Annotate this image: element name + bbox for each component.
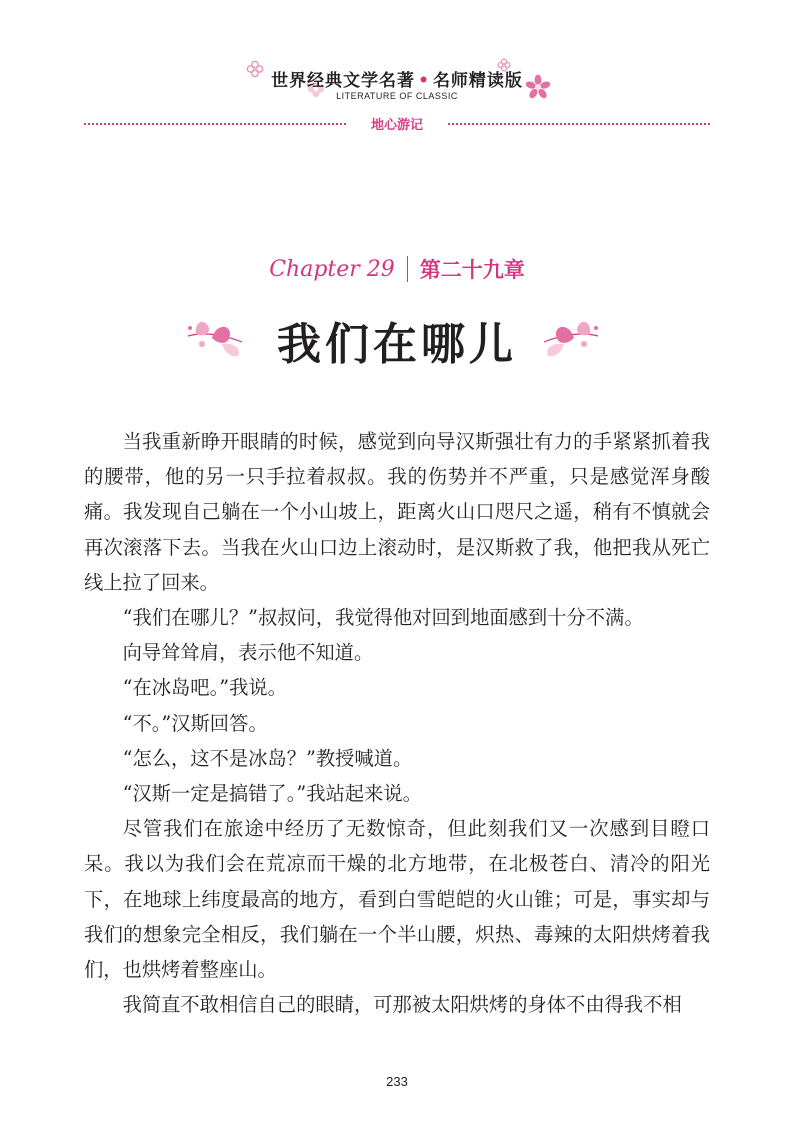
series-title-edition: 名师精读版 bbox=[432, 71, 523, 91]
series-subtitle: LITERATURE OF CLASSIC bbox=[336, 91, 458, 101]
book-title-tag bbox=[0, 114, 794, 133]
chapter-label-en: Chapter 29 bbox=[269, 256, 395, 282]
paragraph: “汉斯一定是搞错了。”我站起来说。 bbox=[122, 782, 422, 806]
petal-ornament-right-icon bbox=[540, 312, 604, 358]
chapter-title: 我们在哪儿 bbox=[277, 319, 517, 370]
paragraph: “在冰岛吧。”我说。 bbox=[122, 676, 287, 700]
page-header bbox=[0, 0, 794, 140]
paragraph: 向导耸耸肩，表示他不知道。 bbox=[122, 641, 374, 665]
paragraph: 我简直不敢相信自己的眼睛，可那被太阳烘烤的身体不由得我不相 bbox=[122, 993, 682, 1017]
series-title-main: 世界经典文学名著 bbox=[271, 71, 416, 91]
paragraph: 当我重新睁开眼睛的时候，感觉到向导汉斯强壮有力的手紧紧抓着我的腰带，他的另一只手拉着叔叔。我的伤势并不严重，只是感觉浑身酸痛。我发现自己躺在一个小山坡上，距离火山口咫尺之遥，稍有不慎就会再次滚落下去。当我在火山口边上滚动时，是汉斯救了我，他把我从死亡线上拉了回来。 bbox=[84, 430, 710, 594]
paragraph: “怎么，这不是冰岛？”教授喊道。 bbox=[122, 746, 413, 770]
paragraph: “不。”汉斯回答。 bbox=[122, 711, 268, 735]
page-number: 233 bbox=[386, 1074, 408, 1089]
book-title: 地心游记 bbox=[363, 118, 431, 133]
series-title bbox=[0, 66, 794, 91]
paragraph: 尽管我们在旅途中经历了无数惊奇，但此刻我们又一次感到目瞪口呆。我以为我们会在荒凉而干燥的北方地带，在北极苍白、清冷的阳光下，在地球上纬度最高的地方，看到白雪皑皑的火山锥；可是，事实却与我们的想象完全相反，我们躺在一个半山腰，炽热、毒辣的太阳烘烤着我们，也烘烤着整座山。 bbox=[84, 817, 710, 982]
chapter-separator bbox=[407, 256, 408, 282]
body-text bbox=[84, 424, 710, 1022]
chapter-heading bbox=[0, 254, 794, 288]
chapter-label-cn: 第二十九章 bbox=[419, 258, 525, 282]
series-title-dot: • bbox=[418, 71, 430, 91]
paragraph: “我们在哪儿？”叔叔问，我觉得他对回到地面感到十分不满。 bbox=[122, 606, 644, 630]
